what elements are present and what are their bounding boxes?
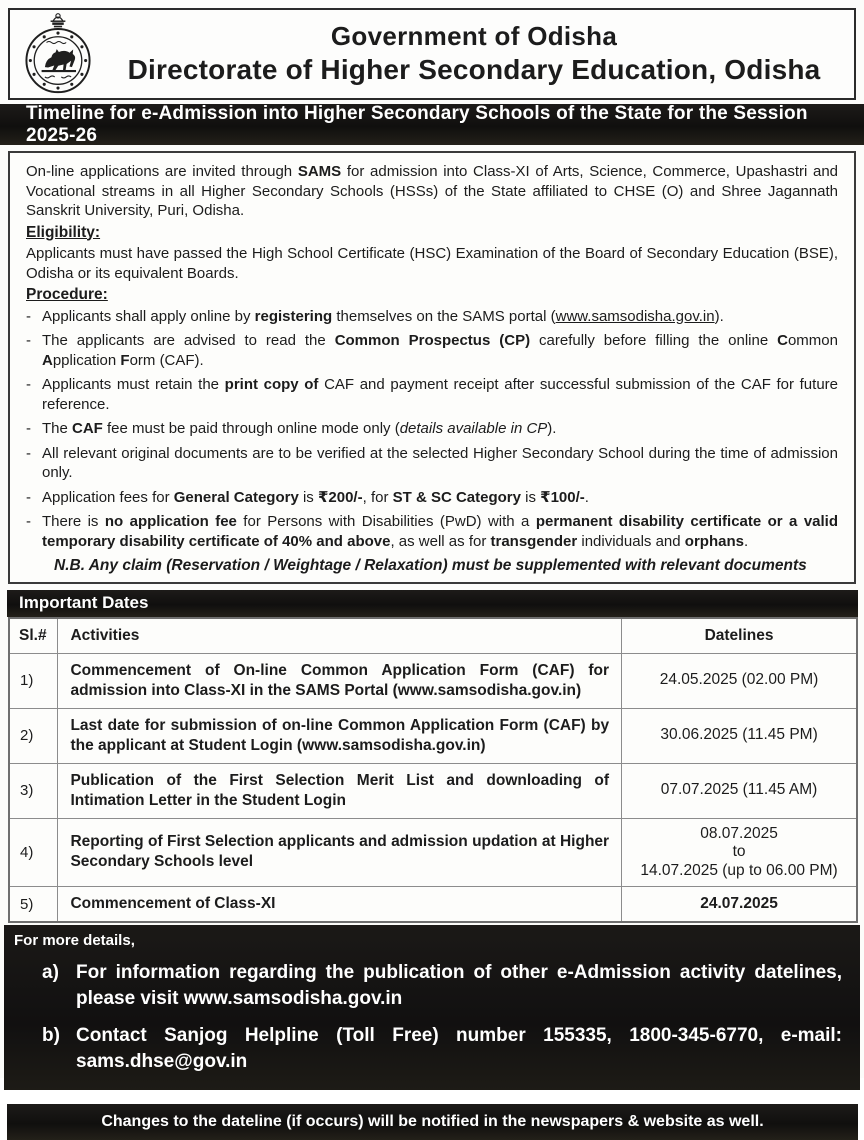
more-details-section: [4, 925, 860, 1090]
text-segment: .: [743, 532, 749, 550]
procedure-heading: Procedure:: [26, 286, 108, 303]
text-segment: Applicants shall apply online by: [42, 307, 255, 325]
procedure-item-text: [42, 375, 838, 414]
text-segment: for admission into Class-XI of Arts, Science, Commerce, Upashastri and Vocational streams in all Higher Secondary Schools (HSSs) of the State affiliated to CHSE (O) and Shree Jagannath Sanskrit University, Puri, Odisha.: [26, 163, 839, 219]
timeline-banner: [0, 104, 864, 145]
text-segment: transgender: [490, 532, 578, 550]
important-dates-heading: Important Dates: [19, 593, 149, 612]
text-segment: print copy of: [224, 376, 319, 393]
text-segment: , for: [362, 488, 393, 506]
dateline-line: 24.05.2025 (02.00 PM): [659, 671, 819, 689]
column-header-sl: Sl.#: [9, 618, 58, 654]
text-segment: CAF: [72, 420, 103, 437]
notice-body: [8, 151, 856, 584]
procedure-item-text: [42, 512, 838, 551]
dateline-cell: [622, 763, 857, 818]
activity-cell: Publication of the First Selection Merit List and downloading of Intimation Letter in the Student Login: [58, 763, 622, 818]
timeline-banner-text: Timeline for e-Admission into Higher Secondary Schools of the State for the Session 2025-26: [26, 102, 808, 146]
text-segment: permanent disability certificate or a valid temporary disability certificate of 40% and above: [42, 513, 838, 550]
table-row: [9, 708, 857, 763]
procedure-item-text: [42, 488, 838, 508]
procedure-item: [26, 375, 838, 414]
odisha-emblem-icon: [10, 11, 106, 97]
dateline-cell: [622, 887, 857, 923]
text-segment: Applicants must retain the: [42, 376, 225, 393]
text-segment: individuals and: [577, 532, 685, 550]
table-row: [9, 887, 857, 923]
text-segment: .: [584, 488, 589, 506]
column-header-activities: Activities: [58, 618, 622, 654]
text-segment: fee must be paid through online mode only (: [102, 420, 400, 437]
header: [8, 8, 856, 100]
directorate-title: Directorate of Higher Secondary Education, Odisha: [127, 53, 821, 85]
procedure-item: [26, 512, 838, 551]
dateline-line: to: [732, 843, 746, 860]
serial-cell: 3): [9, 763, 58, 818]
text-segment: orphans: [684, 532, 744, 550]
text-segment: carefully before filling the online: [530, 332, 778, 349]
text-segment: themselves on the SAMS portal (: [332, 307, 556, 325]
table-row: [9, 763, 857, 818]
text-segment: for Persons with Disabilities (PwD) with a: [236, 513, 536, 530]
text-segment: , as well as for: [390, 532, 491, 550]
activity-cell: Commencement of On-line Common Application Form (CAF) for admission into Class-XI in the SAMS Portal (www.samsodisha.gov.in): [58, 653, 622, 708]
text-segment: A: [42, 351, 53, 369]
dateline-line: 24.07.2025: [700, 894, 778, 912]
text-segment: C: [777, 332, 788, 349]
table-header-row: [9, 618, 857, 654]
text-segment: The: [42, 420, 73, 437]
procedure-item: [26, 419, 838, 439]
dateline-line: 08.07.2025: [700, 824, 778, 842]
text-segment: ₹100/-: [540, 488, 585, 506]
text-segment: ).: [714, 307, 724, 325]
more-details-item-label: a): [42, 962, 59, 983]
text-segment: is: [520, 488, 541, 506]
text-segment: There is: [42, 513, 105, 530]
serial-cell: 2): [9, 708, 58, 763]
dateline-line: 14.07.2025 (up to 06.00 PM): [640, 861, 838, 879]
eligibility-text: Applicants must have passed the High School Certificate (HSC) Examination of the Board of Secondary Education (BSE), Odisha or its equivalent Boards.: [26, 245, 838, 282]
text-segment: CAF and payment receipt after successful submission of the CAF for future reference.: [42, 376, 838, 413]
text-segment: is: [298, 488, 318, 506]
activity-cell: Commencement of Class-XI: [58, 887, 622, 923]
bullet-marker: -: [26, 332, 31, 349]
text-segment: The applicants are advised to read the: [42, 332, 335, 349]
text-segment: ST & SC Category: [392, 488, 521, 506]
dateline-cell: [622, 653, 857, 708]
text-segment: ommon: [787, 332, 838, 349]
procedure-item: [26, 488, 838, 508]
procedure-item: [26, 307, 838, 327]
procedure-item-text: [42, 307, 838, 327]
text-segment: On-line applications are invited through: [26, 163, 298, 180]
activity-cell: Last date for submission of on-line Common Application Form (CAF) by the applicant at Student Login (www.samsodisha.gov.in): [58, 708, 622, 763]
more-details-heading: For more details,: [14, 932, 135, 949]
dateline-line: 07.07.2025 (11.45 AM): [660, 781, 818, 799]
table-row: [9, 818, 857, 887]
procedure-item: [26, 444, 838, 483]
procedure-list: [26, 307, 838, 552]
text-segment: registering: [254, 307, 333, 325]
more-details-list: [14, 960, 846, 1075]
important-dates-banner: [7, 590, 858, 617]
procedure-item: [26, 331, 838, 370]
intro-paragraph: [26, 162, 838, 221]
text-segment: F: [120, 351, 130, 369]
bullet-marker: -: [26, 444, 31, 462]
nb-note: N.B. Any claim (Reservation / Weightage / Relaxation) must be supplemented with relevant documents: [54, 557, 807, 574]
more-details-item: [42, 960, 846, 1012]
bullet-marker: -: [26, 376, 31, 393]
government-title: Government of Odisha: [330, 21, 618, 52]
text-segment: Common Prospectus (CP): [334, 332, 531, 349]
more-details-item-label: b): [42, 1025, 60, 1046]
text-segment: SAMS: [297, 163, 342, 180]
text-segment: www.samsodisha.gov.in: [555, 307, 715, 325]
serial-cell: 4): [9, 818, 58, 887]
eligibility-heading: Eligibility:: [26, 223, 101, 241]
dateline-cell: [622, 708, 857, 763]
text-segment: pplication: [52, 351, 121, 369]
important-dates-table: [8, 617, 858, 924]
more-details-item: [42, 1023, 846, 1075]
table-row: [9, 653, 857, 708]
text-segment: orm (CAF).: [129, 351, 204, 369]
bullet-marker: -: [26, 420, 31, 437]
dateline-line: 30.06.2025 (11.45 PM): [660, 726, 818, 744]
procedure-item-text: [42, 444, 838, 483]
procedure-item-text: [42, 331, 838, 370]
text-segment: ₹200/-: [317, 488, 363, 506]
text-segment: All relevant original documents are to be verified at the selected Higher Secondary School during the time of admission only.: [42, 444, 838, 481]
more-details-item-text: Contact Sanjog Helpline (Toll Free) number 155335, 1800-345-6770, e-mail: sams.dhse@gov.in: [76, 1025, 842, 1072]
text-segment: General Category: [173, 488, 299, 506]
procedure-item-text: [42, 419, 838, 439]
bullet-marker: -: [26, 488, 31, 506]
text-segment: Application fees for: [42, 488, 174, 506]
bullet-marker: -: [26, 307, 31, 325]
text-segment: details available in CP: [399, 420, 548, 437]
header-titles: [106, 21, 854, 87]
more-details-item-text: For information regarding the publication of other e-Admission activity datelines, please visit www.samsodisha.gov.in: [76, 962, 842, 1009]
text-segment: ).: [547, 420, 557, 437]
serial-cell: 1): [9, 653, 58, 708]
column-header-datelines: Datelines: [622, 618, 857, 654]
serial-cell: 5): [9, 887, 58, 923]
dateline-cell: [622, 818, 857, 887]
activity-cell: Reporting of First Selection applicants and admission updation at Higher Secondary Schools level: [58, 818, 622, 887]
footer-banner-text: Changes to the dateline (if occurs) will be notified in the newspapers & website as well.: [101, 1113, 764, 1130]
footer-banner: [7, 1104, 858, 1140]
text-segment: no application fee: [104, 513, 237, 530]
bullet-marker: -: [26, 513, 31, 530]
